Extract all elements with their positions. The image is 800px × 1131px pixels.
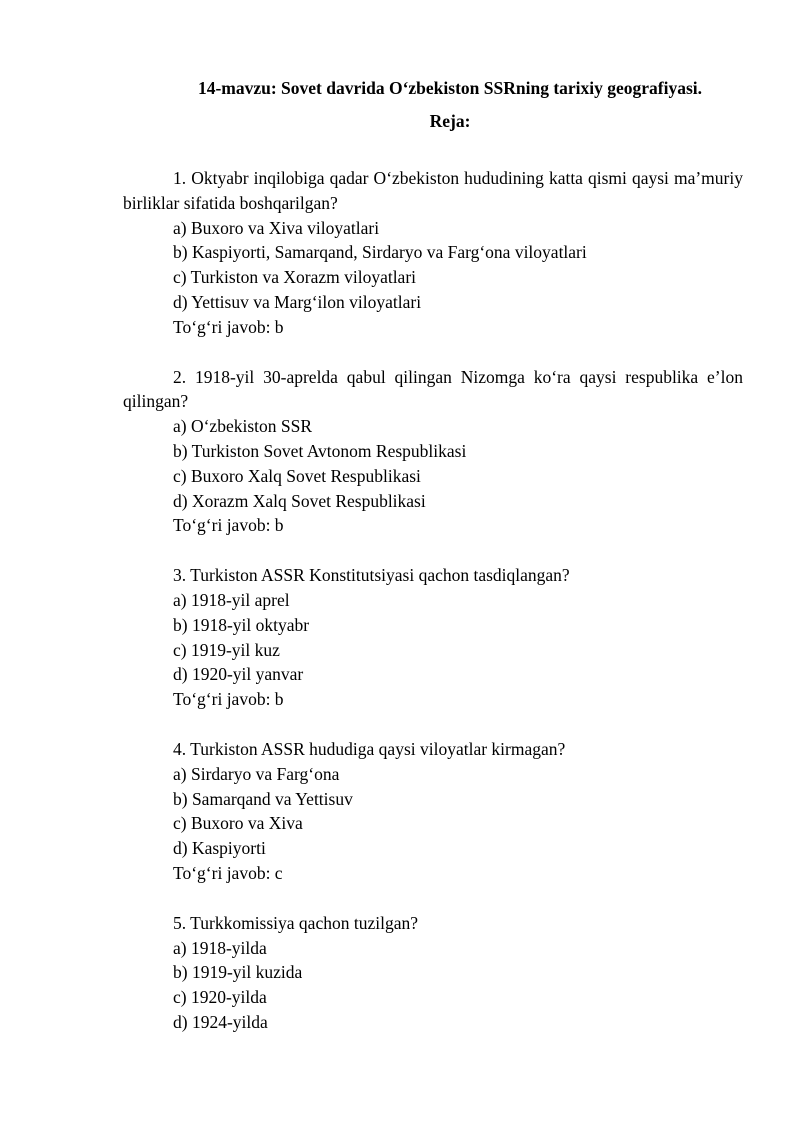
- question-text: 1. Oktyabr inqilobiga qadar O‘zbekiston hududining katta qismi qaysi ma’muriy birliklar sifatida boshqarilgan?: [123, 168, 743, 213]
- question-text: 5. Turkkomissiya qachon tuzilgan?: [173, 912, 418, 933]
- question-4: [123, 737, 743, 886]
- question-text: 2. 1918-yil 30-aprelda qabul qilingan Nizomga ko‘ra qaysi respublika e’lon qilingan?: [123, 366, 743, 412]
- question-5: [123, 911, 743, 1035]
- option-b: b) Turkiston Sovet Avtonom Respublikasi: [173, 440, 467, 461]
- option-b: b) 1918-yil oktyabr: [173, 614, 310, 635]
- option-a: a) Buxoro va Xiva viloyatlari: [173, 217, 380, 238]
- option-c: c) Buxoro Xalq Sovet Respublikasi: [173, 465, 421, 486]
- option-a: a) Sirdaryo va Farg‘ona: [173, 763, 340, 784]
- page-title: 14-mavzu: Sovet davrida O‘zbekiston SSRning tarixiy geografiyasi.: [197, 78, 703, 98]
- correct-answer: To‘g‘ri javob: c: [173, 862, 283, 883]
- question-1: [123, 166, 743, 340]
- question-list: [123, 166, 743, 1060]
- option-c: c) 1920-yilda: [173, 987, 267, 1008]
- option-d: d) Xorazm Xalq Sovet Respublikasi: [173, 490, 426, 511]
- question-2: [123, 365, 743, 539]
- option-d: d) 1920-yil yanvar: [173, 664, 304, 685]
- option-d: d) 1924-yilda: [173, 1011, 268, 1032]
- option-a: a) O‘zbekiston SSR: [173, 416, 313, 437]
- option-b: b) Samarqand va Yettisuv: [173, 788, 353, 809]
- option-d: d) Kaspiyorti: [173, 838, 266, 859]
- correct-answer: To‘g‘ri javob: b: [173, 515, 284, 536]
- plan-heading: Reja:: [429, 111, 471, 131]
- correct-answer: To‘g‘ri javob: b: [173, 316, 284, 337]
- question-3: [123, 563, 743, 712]
- option-c: c) 1919-yil kuz: [173, 639, 280, 660]
- question-text: 3. Turkiston ASSR Konstitutsiyasi qachon tasdiqlangan?: [173, 565, 570, 586]
- option-a: a) 1918-yil aprel: [173, 589, 290, 610]
- option-d: d) Yettisuv va Marg‘ilon viloyatlari: [173, 291, 422, 312]
- option-b: b) Kaspiyorti, Samarqand, Sirdaryo va Farg‘ona viloyatlari: [173, 242, 587, 263]
- option-c: c) Buxoro va Xiva: [173, 813, 303, 834]
- option-c: c) Turkiston va Xorazm viloyatlari: [173, 267, 417, 288]
- correct-answer: To‘g‘ri javob: b: [173, 689, 284, 710]
- option-b: b) 1919-yil kuzida: [173, 962, 303, 983]
- option-a: a) 1918-yilda: [173, 937, 267, 958]
- question-text: 4. Turkiston ASSR hududiga qaysi viloyatlar kirmagan?: [173, 738, 566, 759]
